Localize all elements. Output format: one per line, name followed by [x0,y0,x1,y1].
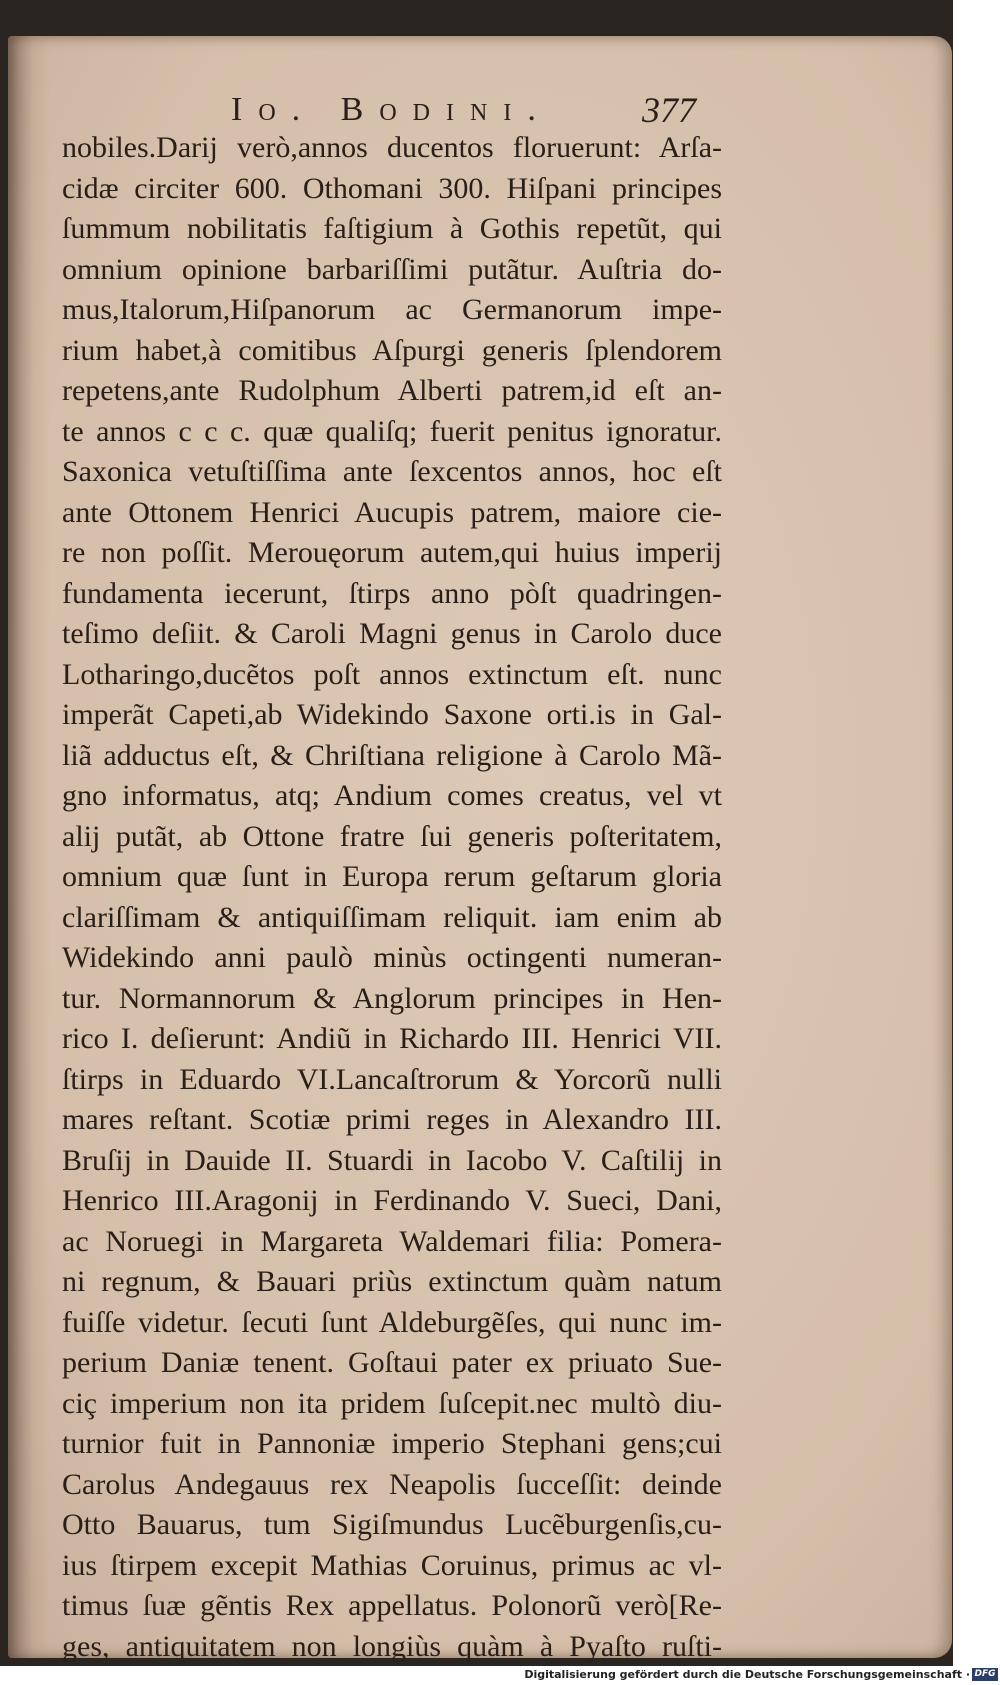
text-line: cidæ circiter 600. Othomani 300. Hiſpani principes [62,171,722,205]
text-line: Henrico III.Aragonij in Ferdinando V. Sueci, Dani, [62,1184,722,1217]
text-line: repetens,ante Rudolphum Alberti patrem,id eſt an- [62,374,722,407]
text-line: alij putãt, ab Ottone fratre ſui generis poſteritatem, [62,819,722,853]
text-line: Carolus Andegauus rex Neapolis ſucceſſit: deinde [62,1467,722,1501]
footer-bar [0,1666,1000,1685]
text-line: ante Ottonem Henrici Aucupis patrem, maiore cie- [62,495,722,529]
footer-credit: Digitalisierung gefördert durch die Deutsche Forschungsgemeinschaft · [524,1668,970,1681]
text-line: ius ſtirpem excepit Mathias Coruinus, primus ac vl- [62,1548,722,1582]
text-line: ac Noruegi in Margareta Waldemari filia: Pomera- [62,1224,722,1258]
text-line: teſimo deſiit. & Caroli Magni genus in Carolo duce [62,617,722,650]
text-line: clariſſimam & antiquiſſimam reliquit. iam enim ab [62,900,722,934]
text-line: fuiſſe videtur. ſecuti ſunt Aldeburgẽſes, qui nunc im- [62,1305,722,1339]
text-line: fundamenta iecerunt, ſtirps anno pòſt quadringen- [62,576,722,610]
text-line: Otto Bauarus, tum Sigiſmundus Lucẽburgenſis,cu- [62,1508,722,1541]
text-line: perium Daniæ tenent. Goſtaui pater ex priuato Sue- [62,1346,722,1379]
text-line: Widekindo anni paulò minùs octingenti numeran- [62,941,722,974]
text-line: liã adductus eſt, & Chriſtiana religione à Carolo Mã- [62,738,722,772]
text-line: ſtirps in Eduardo VI.Lancaſtrorum & Yorcorũ nulli [62,1062,722,1096]
page-number: 377 [642,90,696,130]
text-line: rico I. deſierunt: Andiũ in Richardo III. Henrici VII. [62,1022,722,1055]
text-line: Bruſij in Dauide II. Stuardi in Iacobo V. Caſtilij in [62,1143,722,1177]
text-line: nobiles.Darij verò,annos ducentos floruerunt: Arſa- [62,131,722,164]
dfg-logo: DFG [972,1668,998,1681]
body-text [62,128,722,1666]
text-line: te annos c c c. quæ qualiſq; fuerit penitus ignoratur. [62,414,722,448]
text-line: Saxonica vetuſtiſſima ante ſexcentos annos, hoc eſt [62,455,722,488]
text-line: ſummum nobilitatis faſtigium à Gothis repetũt, qui [62,212,722,245]
text-line: tur. Normannorum & Anglorum principes in Hen- [62,981,722,1015]
text-line: re non poſſit. Merouęorum autem,qui huius imperij [62,536,722,569]
page-gutter-shadow [8,36,50,1658]
text-line: Lotharingo,ducẽtos poſt annos extinctum eſt. nunc [62,657,722,691]
book-page [8,36,952,1663]
text-line: gno informatus, atq; Andium comes creatus, vel vt [62,779,722,812]
text-line: omnium quæ ſunt in Europa rerum geſtarum gloria [62,860,722,893]
text-line: ni regnum, & Bauari priùs extinctum quàm natum [62,1265,722,1298]
text-line: rium habet,à comitibus Aſpurgi generis ſplendorem [62,333,722,367]
running-head [8,88,952,132]
text-line: imperãt Capeti,ab Widekindo Saxone orti.is in Gal- [62,698,722,731]
text-line: turnior fuit in Pannoniæ imperio Stephani gens;cui [62,1427,722,1460]
text-line: mares reſtant. Scotiæ primi reges in Alexandro III. [62,1103,722,1136]
text-line: omnium opinione barbariſſimi putãtur. Auſtria do- [62,252,722,286]
running-head-title: Io. Bodini. [231,91,552,128]
text-line: timus ſuæ gẽntis Rex appellatus. Polonorũ verò[Re- [62,1589,722,1622]
text-line: mus,Italorum,Hiſpanorum ac Germanorum impe- [62,293,722,326]
text-line: ciç imperium non ita pridem ſuſcepit.nec multò diu- [62,1386,722,1420]
text-line: ges, antiquitatem non longiùs quàm à Pyaſto ruſti- [62,1629,722,1663]
